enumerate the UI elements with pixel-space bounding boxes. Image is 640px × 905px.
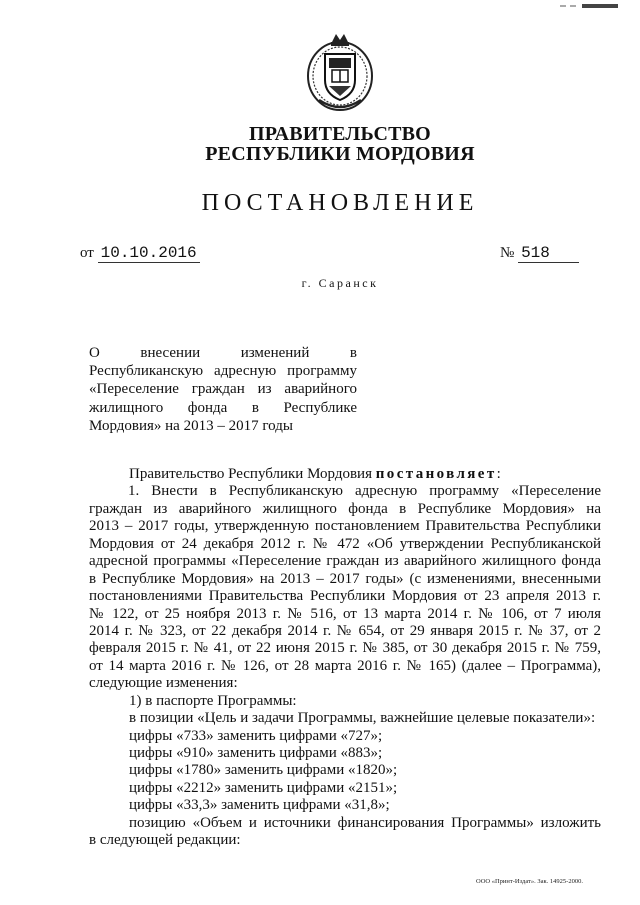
printer-footer: ООО «Принт-Издат». Зак. 14925-2000.	[476, 878, 583, 885]
body-line: 2014 г. № 323, от 22 декабря 2014 г. № 654, от 29 января 2015 г. № 37, от 2	[89, 622, 601, 639]
body-line: № 122, от 25 ноября 2013 г. № 516, от 13 марта 2014 г. № 106, от 7 июля	[89, 605, 601, 622]
government-title-line2: РЕСПУБЛИКИ МОРДОВИЯ	[205, 143, 475, 165]
date-value: 10.10.2016	[98, 244, 200, 263]
intro-verb: постановляет	[375, 466, 497, 482]
body-line: в следующей редакции:	[89, 832, 241, 849]
body-line: Мордовия от 24 декабря 2012 г. № 472 «Об утверждении Республиканской	[89, 535, 601, 552]
document-type-heading: ПОСТАНОВЛЕНИЕ	[201, 190, 479, 216]
body-line: цифры «733» заменить цифрами «727»;	[129, 727, 383, 744]
body-line: постановлениями Правительства Республики Мордовия от 23 апреля 2013 г.	[89, 588, 601, 605]
body-line: адресной программы «Переселение граждан из аварийного жилищного фонда	[89, 553, 601, 570]
body-line: 1) в паспорте Программы:	[129, 692, 297, 709]
body-line: цифры «33,3» заменить цифрами «31,8»;	[129, 797, 390, 814]
number-field	[500, 244, 579, 263]
subject-line: жилищного фонда в Республике	[89, 399, 357, 416]
resolution-intro	[89, 466, 601, 483]
scan-artifact-mark	[560, 3, 618, 9]
body-line: в Республике Мордовия» на 2013 – 2017 годы» (с изменениями, внесенными	[89, 570, 601, 587]
body-line: цифры «2212» заменить цифрами «2151»;	[129, 779, 398, 796]
city-label: г. Саранск	[301, 276, 379, 290]
date-prefix: от	[80, 245, 94, 261]
body-line: цифры «910» заменить цифрами «883»;	[129, 745, 383, 761]
body-line: позицию «Объем и источники финансирования Программы» изложить	[129, 814, 601, 831]
subject-line: О внесении изменений в	[89, 345, 357, 361]
subject-block	[89, 344, 357, 435]
number-prefix: №	[500, 245, 515, 261]
body-line: 1. Внести в Республиканскую адресную программу «Переселение	[128, 483, 601, 500]
body-line: граждан из аварийного жилищного фонда в Республике Мордовия» на	[89, 500, 601, 517]
body-line: от 14 марта 2016 г. № 126, от 28 марта 2016 г. № 165) (далее – Программа),	[89, 657, 601, 674]
body-line: февраля 2015 г. № 41, от 22 июня 2015 г. № 385, от 30 декабря 2015 г. № 759,	[89, 640, 601, 657]
intro-colon: :	[496, 466, 501, 482]
body-line: следующие изменения:	[89, 675, 238, 692]
subject-line: Республиканскую адресную программу	[89, 363, 357, 380]
date-field	[80, 244, 200, 263]
body-line: цифры «1780» заменить цифрами «1820»;	[129, 762, 398, 779]
coat-of-arms-emblem	[305, 30, 375, 114]
subject-line: «Переселение граждан из аварийного	[89, 381, 357, 398]
intro-text: Правительство Республики Мордовия	[129, 466, 372, 482]
government-title-line1: ПРАВИТЕЛЬСТВО	[249, 123, 431, 145]
body-text	[89, 466, 601, 850]
subject-line: Мордовия» на 2013 – 2017 годы	[89, 417, 293, 434]
number-value: 518	[518, 244, 579, 263]
body-line: в позиции «Цель и задачи Программы, важнейшие целевые показатели»:	[129, 710, 596, 727]
body-line: 2013 – 2017 годы, утвержденную постановлением Правительства Республики	[89, 518, 601, 535]
